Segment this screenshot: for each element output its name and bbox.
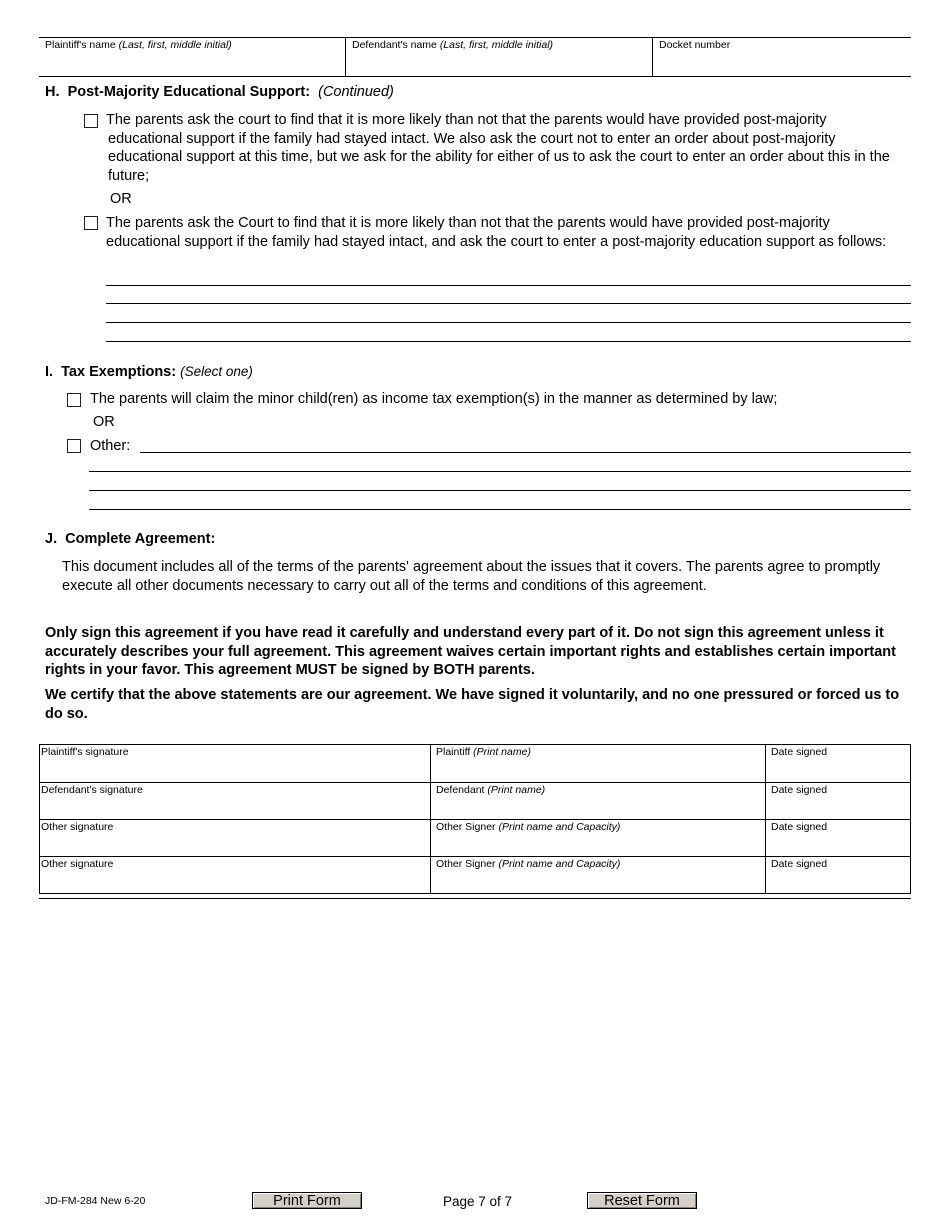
section-i-other-line-2[interactable] [89, 471, 911, 472]
print-name-label: Other Signer (Print name and Capacity) [436, 821, 621, 833]
form-id: JD-FM-284 New 6-20 [45, 1195, 146, 1207]
signature-row [40, 819, 910, 857]
section-h-option1-checkbox[interactable] [84, 114, 98, 128]
section-i-option1-text: The parents will claim the minor child(ren) as income tax exemption(s) in the manner as determined by law; [90, 391, 778, 407]
signature-field-label: Other signature [41, 821, 114, 833]
section-j-body: This document includes all of the terms of the parents' agreement about the issues that it covers. The parents agree to promptly execute all other documents necessary to carry out all of the terms and conditions of this agreement. [62, 559, 881, 594]
print-name-label: Defendant (Print name) [436, 784, 546, 796]
case-caption-header [39, 37, 911, 77]
section-h-answer-line-3[interactable] [106, 322, 911, 323]
section-i-option1-checkbox[interactable] [67, 393, 81, 407]
print-name-label: Plaintiff (Print name) [436, 746, 531, 758]
signature-table [39, 744, 911, 894]
section-i-other-checkbox[interactable] [67, 439, 81, 453]
section-i-other-line-1[interactable] [140, 452, 911, 453]
docket-number-field[interactable] [652, 38, 911, 76]
section-h-option2-text: The parents ask the Court to find that it is more likely than not that the parents would have provided post-majority educational support if the family had stayed intact, and ask the court to enter a post-majority education support as follows: [106, 215, 887, 250]
section-i-or: OR [93, 414, 115, 430]
section-i-heading: I. Tax Exemptions: (Select one) [45, 364, 253, 380]
section-h-option2-checkbox[interactable] [84, 216, 98, 230]
signature-field-label: Plaintiff's signature [41, 746, 129, 758]
plaintiff-name-label: Plaintiff's name (Last, first, middle initial) [45, 39, 232, 51]
section-h-option1-text: The parents ask the court to find that it is more likely than not that the parents would have provided post-majority educational support if the family had stayed intact. We also ask the court not to enter an order about post-majority educational support at this time, but we ask for the ability for either of us to ask the court to enter an order about this in the future; [106, 112, 890, 184]
print-name-label: Other Signer (Print name and Capacity) [436, 858, 621, 870]
docket-number-label: Docket number [659, 39, 731, 51]
print-form-button[interactable]: Print Form [252, 1192, 362, 1209]
signature-row [40, 782, 910, 820]
reset-form-button[interactable]: Reset Form [587, 1192, 697, 1209]
page-number: Page 7 of 7 [443, 1194, 513, 1209]
signature-table-bottom-rule [39, 898, 911, 899]
date-signed-label: Date signed [771, 784, 828, 796]
date-signed-label: Date signed [771, 821, 828, 833]
section-h-answer-line-2[interactable] [106, 303, 911, 304]
date-signed-label: Date signed [771, 746, 828, 758]
certification-statement: We certify that the above statements are our agreement. We have signed it voluntarily, and no one pressured or forced us to do so. [45, 687, 900, 722]
signing-warning: Only sign this agreement if you have read it carefully and understand every part of it. Do not sign this agreement unless it accurately describes your full agreement. This agreement waives certain important rights and establishes certain important rights in your favor. This agreement MUST be signed by BOTH parents. [45, 625, 896, 678]
signature-row [40, 856, 910, 894]
section-h-answer-line-4[interactable] [106, 341, 911, 342]
signature-field-label: Other signature [41, 858, 114, 870]
defendant-name-label: Defendant's name (Last, first, middle initial) [352, 39, 554, 51]
section-i-other-line-3[interactable] [89, 490, 911, 491]
section-h-heading: H. Post-Majority Educational Support: (Continued) [45, 84, 394, 100]
section-h-answer-line-1[interactable] [106, 285, 911, 286]
plaintiff-name-field[interactable] [39, 38, 345, 76]
section-j-heading: J. Complete Agreement: [45, 531, 216, 547]
section-h-or: OR [110, 191, 132, 207]
signature-field-label: Defendant's signature [41, 784, 143, 796]
defendant-name-field[interactable] [345, 38, 652, 76]
section-i-other-line-4[interactable] [89, 509, 911, 510]
date-signed-label: Date signed [771, 858, 828, 870]
section-i-other-label: Other: [90, 438, 131, 454]
signature-row [40, 745, 910, 782]
